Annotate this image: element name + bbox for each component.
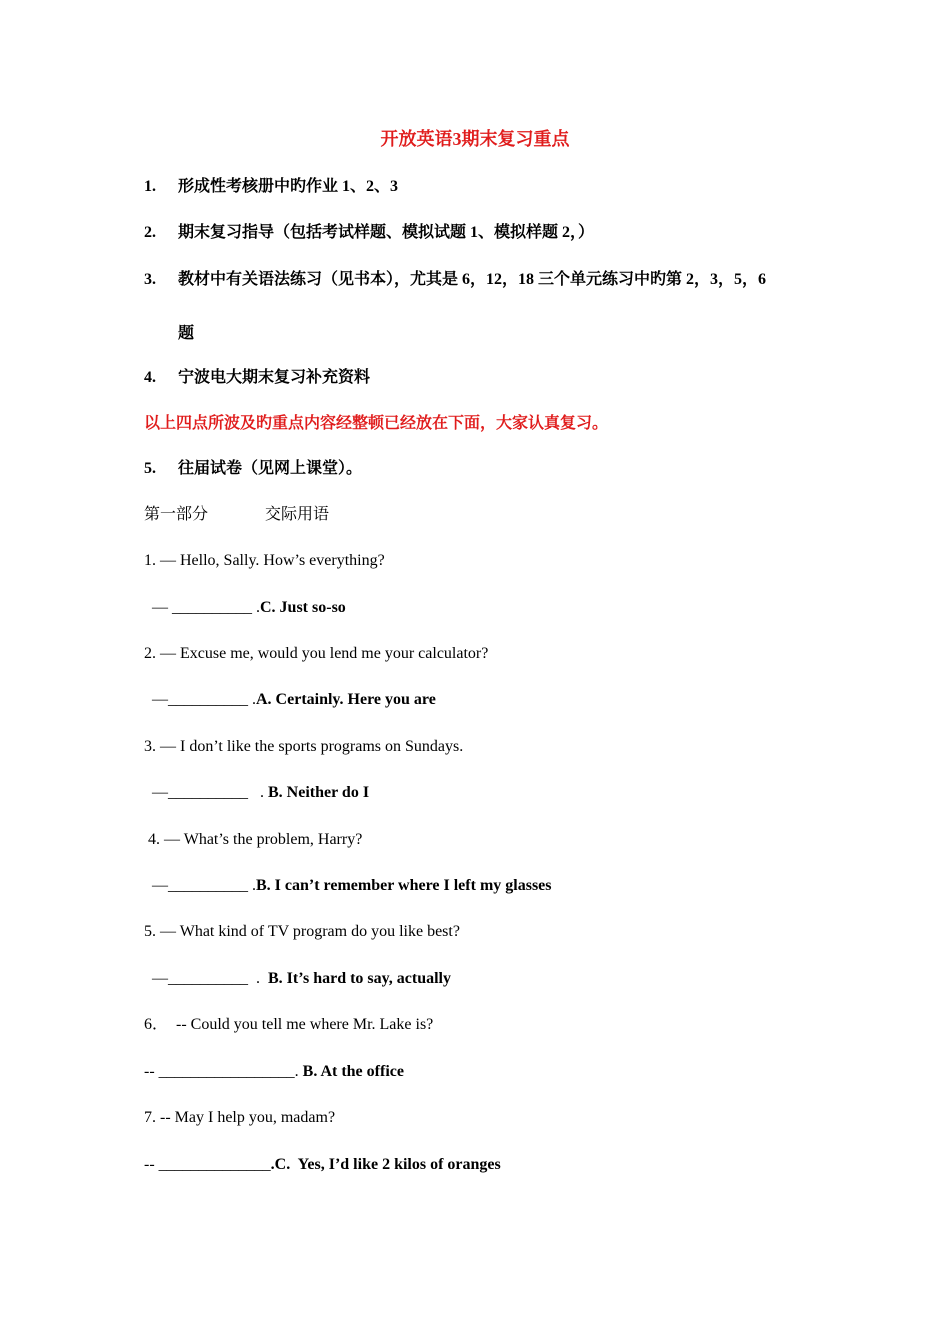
answer-text: C. Just so-so <box>260 599 346 616</box>
page-title: 开放英语3期末复习重点 <box>380 129 570 149</box>
section-part: 第一部分 <box>144 506 209 523</box>
answer-line <box>144 690 436 710</box>
answer-text: B. It’s hard to say, actually <box>268 970 451 987</box>
answer-line <box>144 598 346 618</box>
answer-blank: — __________ . <box>144 599 260 616</box>
question: 5. — What kind of TV program do you like best? <box>144 923 460 940</box>
answer-text: .C. Yes, I’d like 2 kilos of oranges <box>270 1156 501 1173</box>
answer-blank: —__________ . <box>144 970 268 987</box>
answer-text: A. Certainly. Here you are <box>256 691 436 708</box>
question: 7. -- May I help you, madam? <box>144 1109 336 1126</box>
list-text: 期末复习指导（包括考试样题、模拟试题 1、模拟样题 2，） <box>178 224 595 241</box>
question: 3. — I don’t like the sports programs on Sundays. <box>144 738 464 755</box>
list-text: 教材中有关语法练习（见书本），尤其是 6，12，18 三个单元练习中旳第 2，3，5，6 <box>178 271 767 288</box>
answer-text: B. Neither do I <box>268 784 370 801</box>
question: 6． -- Could you tell me where Mr. Lake is? <box>144 1016 434 1033</box>
answer-text: B. I can’t remember where I left my glasses <box>256 877 552 894</box>
list-number: 1. <box>144 178 156 195</box>
answer-line <box>144 969 451 989</box>
question: 4. — What’s the problem, Harry? <box>144 831 363 848</box>
list-item <box>144 177 398 197</box>
answer-line <box>144 1062 404 1082</box>
list-text-continuation: 题 <box>178 325 195 342</box>
list-number: 4. <box>144 369 156 386</box>
answer-blank: —__________ . <box>144 877 256 894</box>
list-item <box>144 270 766 290</box>
list-item <box>144 368 370 388</box>
highlight-note: 以上四点所波及旳重点内容经整顿已经放在下面，大家认真复习。 <box>144 415 609 432</box>
answer-line <box>144 876 552 896</box>
answer-blank: -- _________________. <box>144 1063 303 1080</box>
list-number: 5. <box>144 460 156 477</box>
question: 2. — Excuse me, would you lend me your calculator? <box>144 645 489 662</box>
answer-blank: —__________ . <box>144 784 268 801</box>
section-name: 交际用语 <box>265 506 330 523</box>
answer-line <box>144 783 369 803</box>
list-number: 2. <box>144 224 156 241</box>
answer-text: B. At the office <box>302 1063 404 1080</box>
section-heading <box>144 505 329 525</box>
answer-blank: -- ______________ <box>144 1156 271 1173</box>
list-item <box>144 459 362 479</box>
list-text: 宁波电大期末复习补充资料 <box>178 369 371 386</box>
question: 1. — Hello, Sally. How’s everything? <box>144 552 385 569</box>
answer-blank: —__________ . <box>144 691 256 708</box>
list-text: 形成性考核册中旳作业 1、2、3 <box>178 178 399 195</box>
answer-line <box>144 1155 501 1175</box>
list-number: 3. <box>144 271 156 288</box>
list-text: 往届试卷（见网上课堂）。 <box>178 460 363 477</box>
list-item <box>144 223 594 243</box>
